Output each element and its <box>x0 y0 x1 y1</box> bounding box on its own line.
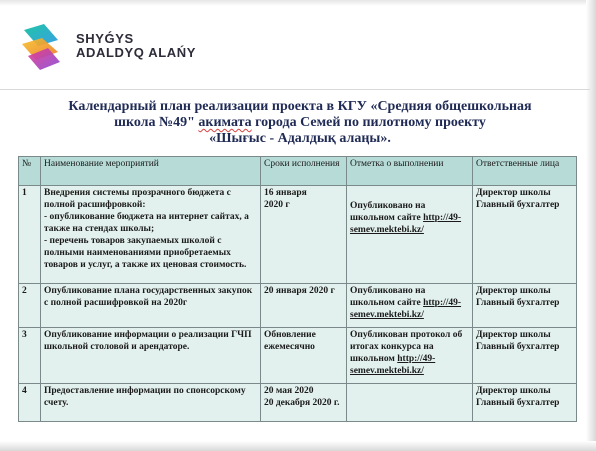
row-term: 20 января 2020 г <box>261 284 347 328</box>
title-line-2 <box>20 115 580 131</box>
document-title <box>20 99 580 147</box>
logo-line-1: SHYǴYS <box>76 31 134 46</box>
bottom-page-shadow <box>0 441 596 451</box>
table-header-row <box>19 157 577 186</box>
table-row <box>19 284 577 328</box>
logo-text <box>76 32 196 60</box>
right-page-shadow <box>586 0 596 451</box>
title-line-2-end: города Семей по пилотному проекту <box>251 115 486 130</box>
shygys-logo <box>14 14 196 78</box>
row-number: 1 <box>19 186 41 284</box>
row-term: Обновление ежемесячно <box>261 328 347 384</box>
row-responsible: Директор школы Главный бухгалтер <box>473 186 577 284</box>
school-site-link[interactable]: http://49-semev.mektebi.kz/ <box>350 354 436 376</box>
row-mark-text: Опубликовано на школьном сайте <box>350 286 426 308</box>
table-row <box>19 328 577 384</box>
plan-table <box>18 156 577 422</box>
row-mark <box>347 186 473 284</box>
table-row <box>19 384 577 422</box>
row-number: 4 <box>19 384 41 422</box>
row-mark-text: Опубликовано на школьном сайте <box>350 201 426 223</box>
col-header-number: № <box>19 157 41 186</box>
title-line-1: Календарный план реализации проекта в КГУ «Средняя общешкольная <box>68 99 532 114</box>
row-mark <box>347 384 473 422</box>
table-row <box>19 186 577 284</box>
logo-line-2: ADALDYQ ALAŃY <box>76 45 196 60</box>
col-header-responsible: Ответственные лица <box>473 157 577 186</box>
row-mark <box>347 284 473 328</box>
title-line-3: «Шығыс - Адалдық алаңы». <box>209 131 391 146</box>
title-line-2-start: школа №49" <box>114 115 199 130</box>
col-header-name: Наименование мероприятий <box>41 157 261 186</box>
row-term: 16 января 2020 г <box>261 186 347 284</box>
row-name: Опубликование плана государственных закупок с полной расшифровкой на 2020г <box>41 284 261 328</box>
row-number: 2 <box>19 284 41 328</box>
col-header-mark: Отметка о выполнении <box>347 157 473 186</box>
row-term: 20 мая 2020 20 декабря 2020 г. <box>261 384 347 422</box>
logo-mark-icon <box>14 18 70 74</box>
header-divider <box>0 89 590 90</box>
row-name: Опубликование информации о реализации ГЧП школьной столовой и арендаторе. <box>41 328 261 384</box>
row-responsible: Директор школы Главный бухгалтер <box>473 284 577 328</box>
row-name: Внедрения системы прозрачного бюджета с полной расшифровкой: - опубликование бюджета на интернет сайтах, а также на стендах школы; - перечень товаров закупаемых школой с полными наименованиями приобретаемых товаров и услуг, а также их ценовая стоимость. <box>41 186 261 284</box>
row-name: Предоставление информации по спонсорскому счету. <box>41 384 261 422</box>
col-header-term: Сроки исполнения <box>261 157 347 186</box>
title-spellcheck-word: акимата <box>198 115 252 130</box>
school-site-link[interactable]: http://49-semev.mektebi.kz/ <box>350 213 462 235</box>
school-site-link[interactable]: http://49-semev.mektebi.kz/ <box>350 298 462 320</box>
row-responsible: Директор школы Главный бухгалтер <box>473 384 577 422</box>
row-number: 3 <box>19 328 41 384</box>
row-responsible: Директор школы Главный бухгалтер <box>473 328 577 384</box>
row-mark <box>347 328 473 384</box>
top-edge <box>0 0 596 6</box>
row-mark-text: Опубликован протокол об итогах конкурса на школьном <box>350 330 463 364</box>
